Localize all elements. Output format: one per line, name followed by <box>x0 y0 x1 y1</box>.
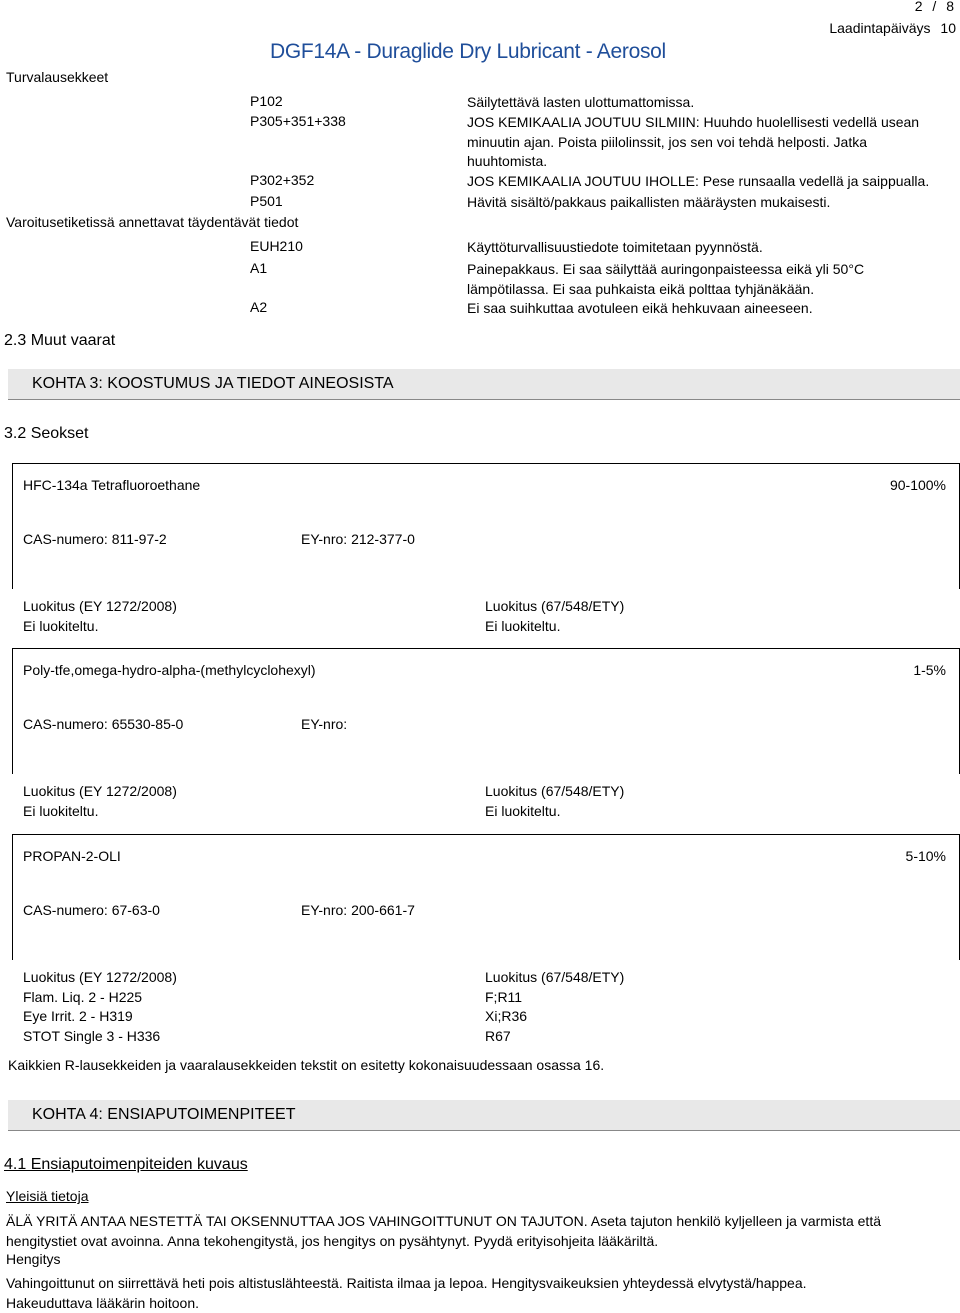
statement-text: Hävitä sisältö/pakkaus paikallisten määräysten mukaisesti. <box>467 194 831 210</box>
statement-text: JOS KEMIKAALIA JOUTUU SILMIIN: Huuhdo huolellisesti vedellä usean minuutin ajan. Poista piilolinssit, jos sen voi tehdä helposti. Jatka huuhtomista. <box>467 114 920 169</box>
ingredient-name: Poly-tfe,omega-hydro-alpha-(methylcyclohexyl) <box>23 662 316 678</box>
revision-value: 10 <box>940 20 956 36</box>
ingredient-percent: 1-5% <box>913 662 946 678</box>
dsd-classification-label: Luokitus (67/548/ETY) <box>485 969 625 985</box>
ingredient-box <box>12 834 960 960</box>
revision-label: Laadintapäiväys <box>829 20 931 36</box>
dsd-classification-label: Luokitus (67/548/ETY) <box>485 598 625 614</box>
statement-code: A1 <box>250 260 268 276</box>
ec-number: EY-nro: <box>301 716 348 732</box>
statement-text: Käyttöturvallisuustiedote toimitetaan pyynnöstä. <box>467 239 763 255</box>
clp-classification-value: Ei luokiteltu. <box>23 803 99 819</box>
general-info-heading: Yleisiä tietoja <box>6 1188 89 1204</box>
document-title: DGF14A - Duraglide Dry Lubricant - Aerosol <box>270 40 666 63</box>
statement-code: P501 <box>250 193 283 209</box>
ingredient-percent: 90-100% <box>889 477 946 493</box>
dsd-classification-value: Ei luokiteltu. <box>485 803 561 819</box>
section-3-header <box>8 369 960 400</box>
inhalation-heading: Hengitys <box>6 1251 61 1267</box>
page-number <box>915 0 954 14</box>
clp-classification-label: Luokitus (EY 1272/2008) <box>23 598 177 614</box>
precautionary-heading: Turvalausekkeet <box>6 69 109 85</box>
supplemental-heading: Varoitusetiketissä annettavat täydentävät tiedot <box>6 214 299 230</box>
dsd-classification-value: Xi;R36 <box>485 1008 528 1024</box>
statement-code: P102 <box>250 93 283 109</box>
statement-code: P305+351+338 <box>250 113 346 129</box>
page-current: 2 <box>914 0 923 14</box>
section-4-title: KOHTA 4: ENSIAPUTOIMENPITEET <box>32 1106 296 1123</box>
revision-date <box>829 20 956 36</box>
page-total: 8 <box>946 0 954 14</box>
clp-classification-value: STOT Single 3 - H336 <box>23 1028 161 1044</box>
ingredient-name: PROPAN-2-OLI <box>23 848 121 864</box>
page-separator: / <box>932 0 937 14</box>
ingredient-name: HFC-134a Tetrafluoroethane <box>23 477 201 493</box>
ec-number: EY-nro: 212-377-0 <box>301 531 415 547</box>
cas-number: CAS-numero: 65530-85-0 <box>23 716 184 732</box>
section-4-header <box>8 1100 960 1131</box>
first-aid-heading: 4.1 Ensiaputoimenpiteiden kuvaus <box>4 1156 248 1173</box>
statement-text: Painepakkaus. Ei saa säilyttää auringonpaisteessa eikä yli 50°C lämpötilassa. Ei saa puhkaista eikä polttaa tyhjänäkään. <box>467 261 865 297</box>
statement-code: P302+352 <box>250 172 315 188</box>
clp-classification-label: Luokitus (EY 1272/2008) <box>23 969 177 985</box>
clp-classification-value: Eye Irrit. 2 - H319 <box>23 1008 133 1024</box>
ingredient-percent: 5-10% <box>905 848 946 864</box>
dsd-classification-label: Luokitus (67/548/ETY) <box>485 783 625 799</box>
general-info-text: ÄLÄ YRITÄ ANTAA NESTETTÄ TAI OKSENNUTTAA JOS VAHINGOITTUNUT ON TAJUTON. Aseta tajuton henkilö kyljelleen ja varmista että hengitystiet ovat avoinna. Anna tekohengitystä, jos hengitys on pysähtynyt. Pyydä erityisohjeita lääkäriltä. <box>6 1213 881 1249</box>
cas-number: CAS-numero: 67-63-0 <box>23 902 160 918</box>
statement-text: Ei saa suihkuttaa avotuleen eikä hehkuvaan aineeseen. <box>467 300 813 316</box>
other-hazards-heading: 2.3 Muut vaarat <box>4 332 116 349</box>
dsd-classification-value: F;R11 <box>485 989 523 1005</box>
inhalation-text: Vahingoittunut on siirrettävä heti pois altistuslähteestä. Raitista ilmaa ja lepoa. Hengitysvaikeuksien yhteydessä elvytystä/happea. Hakeuduttava lääkärin hoitoon. <box>6 1275 807 1311</box>
mixtures-heading: 3.2 Seokset <box>4 425 89 442</box>
section-3-title: KOHTA 3: KOOSTUMUS JA TIEDOT AINEOSISTA <box>32 375 394 392</box>
dsd-classification-value: R67 <box>485 1028 511 1044</box>
r-phrases-footnote: Kaikkien R-lausekkeiden ja vaaralausekkeiden tekstit on esitetty kokonaisuudessaan osassa 16. <box>8 1057 605 1073</box>
cas-number: CAS-numero: 811-97-2 <box>23 531 167 547</box>
statement-text: Säilytettävä lasten ulottumattomissa. <box>467 94 695 110</box>
statement-code: EUH210 <box>250 238 303 254</box>
statement-code: A2 <box>250 299 268 315</box>
statement-text: JOS KEMIKAALIA JOUTUU IHOLLE: Pese runsaalla vedellä ja saippualla. <box>467 173 930 189</box>
clp-classification-value: Flam. Liq. 2 - H225 <box>23 989 143 1005</box>
dsd-classification-value: Ei luokiteltu. <box>485 618 561 634</box>
ec-number: EY-nro: 200-661-7 <box>301 902 415 918</box>
clp-classification-label: Luokitus (EY 1272/2008) <box>23 783 177 799</box>
clp-classification-value: Ei luokiteltu. <box>23 618 99 634</box>
